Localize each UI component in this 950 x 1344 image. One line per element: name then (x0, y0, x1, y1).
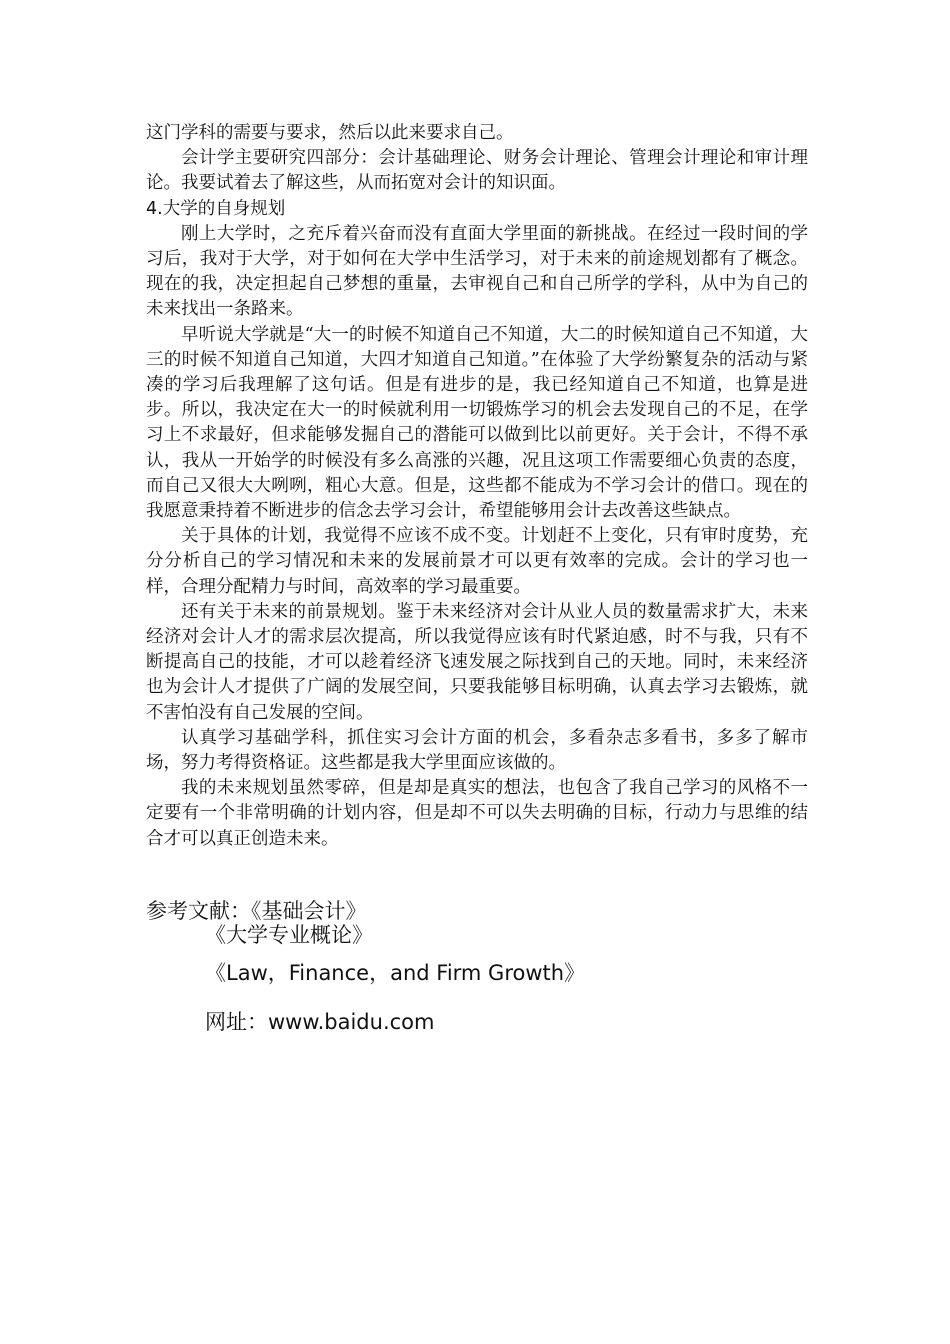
paragraph-study-actions: 认真学习基础学科，抓住实习会计方面的机会，多看杂志多看书，多多了解市场，努力考得资格证。这些都是我大学里面应该做的。 (146, 727, 808, 774)
paragraph-university-start: 刚上大学时，之充斥着兴奋而没有直面大学里面的新挑战。在经过一段时间的学习后，我对于大学，对于如何在大学中生活学习，对于未来的前途规划都有了概念。现在的我，决定担起自己梦想的重量，去审视自己和自己所学的学科，从中为自己的未来找出一条路来。 (146, 223, 808, 320)
reference-item: 《大学专业概论》 (205, 923, 373, 947)
paragraph-conclusion: 我的未来规划虽然零碎，但是却是真实的想法，也包含了我自己学习的风格不一定要有一个非常明确的计划内容，但是却不可以失去明确的目标，行动力与思维的结合才可以真正创造未来。 (146, 778, 808, 849)
section-heading: 4.大学的自身规划 (146, 198, 286, 219)
paragraph-accounting-topics: 会计学主要研究四部分：会计基础理论、财务会计理论、管理会计理论和审计理论。我要试着去了解这些，从而拓宽对会计的知识面。 (146, 148, 808, 194)
paragraph-specific-plan: 关于具体的计划，我觉得不应该不成不变。计划赶不上变化，只有审时度势，充分分析自己的学习情况和未来的发展前景才可以更有效率的完成。会计的学习也一样，合理分配精力与时间，高效率的学习最重要。 (146, 526, 808, 597)
reference-website: 网址：www.baidu.com (205, 1010, 435, 1034)
paragraph-future-prospects: 还有关于未来的前景规划。鉴于未来经济对会计从业人员的数量需求扩大，未来经济对会计人才的需求层次提高，所以我觉得应该有时代紧迫感，时不与我，只有不断提高自己的技能，才可以趁着经济飞速发展之际找到自己的天地。同时，未来经济也为会计人才提供了广阔的发展空间，只要我能够目标明确，认真去学习去锻炼，就不害怕没有自己发展的空间。 (146, 601, 808, 723)
references-title: 参考文献：《基础会计》 (146, 899, 367, 923)
reference-item: 《Law，Finance，and Firm Growth》 (205, 961, 586, 985)
paragraph-university-saying: 早听说大学就是“大一的时候不知道自己不知道，大二的时候知道自己不知道，大三的时候不知道自己知道，大四才知道自己知道。”在体验了大学纷繁复杂的活动与紧凑的学习后我理解了这句话。但是有进步的是，我已经知道自己不知道，也算是进步。所以，我决定在大一的时候就利用一切锻炼学习的机会去发现自己的不足，在学习上不求最好，但求能够发掘自己的潜能可以做到比以前更好。关于会计，不得不承认，我从一开始学的时候没有多么高涨的兴趣，况且这项工作需要细心负责的态度，而自己又很大大咧咧，粗心大意。但是，这些都不能成为不学习会计的借口。现在的我愿意秉持着不断进步的信念去学习会计，希望能够用会计去改善这些缺点。 (146, 324, 808, 522)
document-body (146, 121, 808, 852)
paragraph-continuation: 这门学科的需要与要求，然后以此来要求自己。 (146, 123, 514, 143)
